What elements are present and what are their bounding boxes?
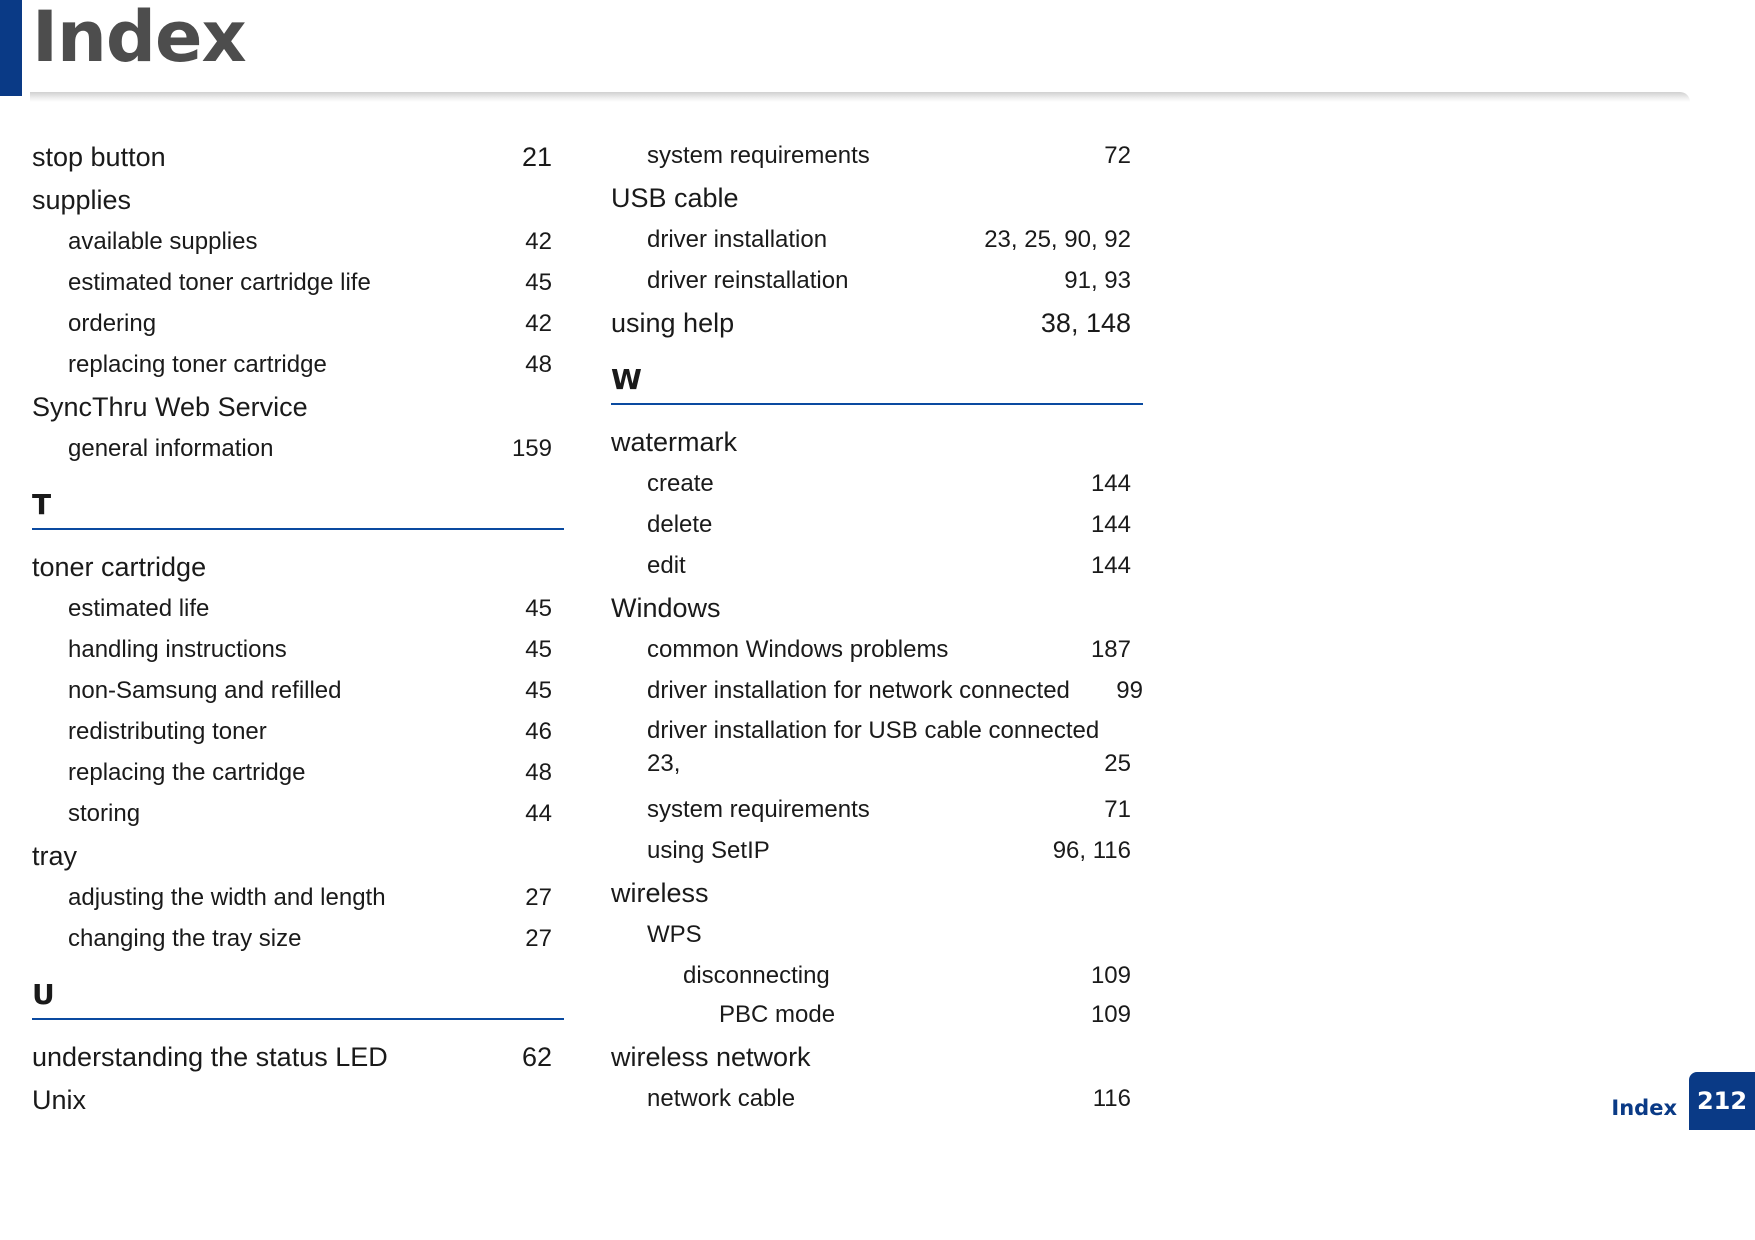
entry-pages[interactable]: 48: [525, 759, 552, 786]
entry-pages[interactable]: 45: [525, 636, 552, 663]
index-subentry[interactable]: [32, 796, 564, 837]
index-entry[interactable]: [611, 179, 1143, 222]
index-entry[interactable]: [611, 304, 1143, 347]
entry-term: supplies: [32, 185, 132, 215]
index-entry[interactable]: [611, 423, 1143, 466]
index-subentry[interactable]: [32, 347, 564, 388]
entry-term: understanding the status LED: [32, 1042, 388, 1072]
entry-term: estimated toner cartridge life: [68, 269, 371, 296]
section-heading-u: U: [32, 976, 564, 1020]
entry-term: general information: [68, 435, 274, 462]
index-subentry[interactable]: [32, 224, 564, 265]
index-entry[interactable]: [32, 388, 564, 431]
section-heading-w: W: [611, 361, 1143, 405]
entry-term: wireless network: [611, 1042, 811, 1072]
entry-term: common Windows problems: [647, 636, 949, 663]
entry-pages[interactable]: 48: [525, 351, 552, 378]
index-subentry[interactable]: [32, 431, 564, 472]
entry-pages[interactable]: 62: [521, 1042, 552, 1072]
index-subentry[interactable]: [611, 263, 1143, 304]
index-subentry[interactable]: [611, 548, 1143, 589]
index-subentry[interactable]: [611, 673, 1143, 714]
entry-pages[interactable]: 144: [1090, 470, 1131, 497]
entry-pages[interactable]: 42: [525, 228, 552, 255]
entry-pages[interactable]: 44: [525, 800, 552, 827]
entry-term: handling instructions: [68, 636, 287, 663]
index-subentry[interactable]: [611, 792, 1143, 833]
index-column-left: [32, 138, 564, 1124]
entry-pages[interactable]: 159: [511, 435, 552, 462]
entry-pages[interactable]: 27: [525, 884, 552, 911]
index-entry[interactable]: [32, 138, 564, 181]
entry-term: stop button: [32, 142, 166, 172]
entry-term: non-Samsung and refilled: [68, 677, 342, 704]
index-subentry[interactable]: [611, 833, 1143, 874]
entry-term: ordering: [68, 310, 157, 337]
entry-pages[interactable]: 46: [525, 718, 552, 745]
title-divider: [30, 92, 1690, 102]
entry-pages[interactable]: 23, 25, 90, 92: [984, 226, 1131, 253]
index-subentry[interactable]: [32, 265, 564, 306]
entry-pages[interactable]: 91, 93: [1064, 267, 1131, 294]
index-subentry[interactable]: [611, 997, 1143, 1038]
entry-term: WPS: [647, 921, 702, 948]
entry-pages[interactable]: 109: [1090, 962, 1131, 989]
index-subentry[interactable]: [611, 222, 1143, 263]
entry-pages[interactable]: 144: [1090, 552, 1131, 579]
index-subentry[interactable]: [611, 958, 1143, 997]
entry-term: USB cable: [611, 183, 739, 213]
entry-term: edit: [647, 552, 686, 579]
index-subentry[interactable]: [32, 921, 564, 962]
index-subentry[interactable]: [32, 591, 564, 632]
entry-term: Windows: [611, 593, 721, 623]
entry-term: delete: [647, 511, 713, 538]
entry-pages[interactable]: 116: [1092, 1085, 1131, 1112]
entry-pages[interactable]: 25: [1104, 750, 1131, 777]
entry-term: PBC mode: [719, 1001, 836, 1028]
index-subentry[interactable]: [611, 466, 1143, 507]
entry-pages[interactable]: 71: [1104, 796, 1131, 823]
entry-term: create: [647, 470, 714, 497]
index-subentry[interactable]: [611, 1081, 1143, 1122]
index-subentry[interactable]: [611, 714, 1143, 792]
entry-pages[interactable]: 23,: [647, 750, 681, 777]
entry-term: Unix: [32, 1085, 87, 1115]
entry-term: changing the tray size: [68, 925, 302, 952]
entry-term: wireless: [611, 878, 709, 908]
entry-term: using help: [611, 308, 735, 338]
index-entry[interactable]: [32, 181, 564, 224]
entry-pages[interactable]: 72: [1104, 142, 1131, 169]
entry-term: SyncThru Web Service: [32, 392, 308, 422]
index-entry[interactable]: [611, 874, 1143, 917]
entry-term: estimated life: [68, 595, 210, 622]
entry-pages[interactable]: 45: [525, 677, 552, 704]
entry-term: network cable: [647, 1085, 796, 1112]
entry-pages[interactable]: 96, 116: [1052, 837, 1131, 864]
entry-term: system requirements: [647, 142, 870, 169]
entry-pages[interactable]: 99: [1116, 677, 1143, 704]
index-entry[interactable]: [32, 548, 564, 591]
index-subentry[interactable]: [611, 138, 1143, 179]
index-subentry[interactable]: [32, 673, 564, 714]
entry-term: toner cartridge: [32, 552, 207, 582]
index-subentry[interactable]: [611, 632, 1143, 673]
index-subentry[interactable]: [32, 880, 564, 921]
entry-term: using SetIP: [647, 837, 770, 864]
entry-term: redistributing toner: [68, 718, 267, 745]
header-accent-bar: [0, 0, 22, 96]
entry-pages[interactable]: 187: [1090, 636, 1131, 663]
entry-term: system requirements: [647, 796, 870, 823]
entry-pages[interactable]: 109: [1090, 1001, 1131, 1028]
index-subentry[interactable]: [32, 755, 564, 796]
index-subentry[interactable]: [32, 714, 564, 755]
index-column-right: [611, 138, 1143, 1122]
entry-term: driver installation: [647, 226, 828, 253]
index-entry[interactable]: [32, 1038, 564, 1081]
index-subentry[interactable]: [611, 507, 1143, 548]
entry-term: disconnecting: [683, 962, 830, 989]
entry-term: driver installation for network connected: [647, 677, 1070, 704]
entry-pages[interactable]: 21: [521, 142, 552, 172]
entry-term: adjusting the width and length: [68, 884, 386, 911]
entry-term: replacing the cartridge: [68, 759, 306, 786]
entry-pages[interactable]: 45: [525, 595, 552, 622]
entry-term: storing: [68, 800, 141, 827]
index-entry[interactable]: [611, 1038, 1143, 1081]
entry-pages[interactable]: 27: [525, 925, 552, 952]
index-subentry[interactable]: [611, 917, 1143, 958]
entry-pages[interactable]: 144: [1090, 511, 1131, 538]
page-title: Index: [32, 0, 246, 78]
entry-term: driver installation for USB cable connected: [647, 717, 1100, 744]
entry-term: available supplies: [68, 228, 258, 255]
index-subentry[interactable]: [32, 306, 564, 347]
entry-term: driver reinstallation: [647, 267, 849, 294]
entry-term: replacing toner cartridge: [68, 351, 327, 378]
footer-section-label: Index: [1611, 1096, 1677, 1120]
page-number-badge: 212: [1689, 1072, 1755, 1130]
index-entry[interactable]: [611, 589, 1143, 632]
entry-pages[interactable]: 38, 148: [1040, 308, 1131, 338]
index-subentry[interactable]: [32, 632, 564, 673]
section-heading-t: T: [32, 486, 564, 530]
index-entry[interactable]: [32, 1081, 564, 1124]
entry-pages[interactable]: 42: [525, 310, 552, 337]
entry-term: tray: [32, 841, 78, 871]
index-entry[interactable]: [32, 837, 564, 880]
entry-term: watermark: [611, 427, 738, 457]
entry-pages[interactable]: 45: [525, 269, 552, 296]
